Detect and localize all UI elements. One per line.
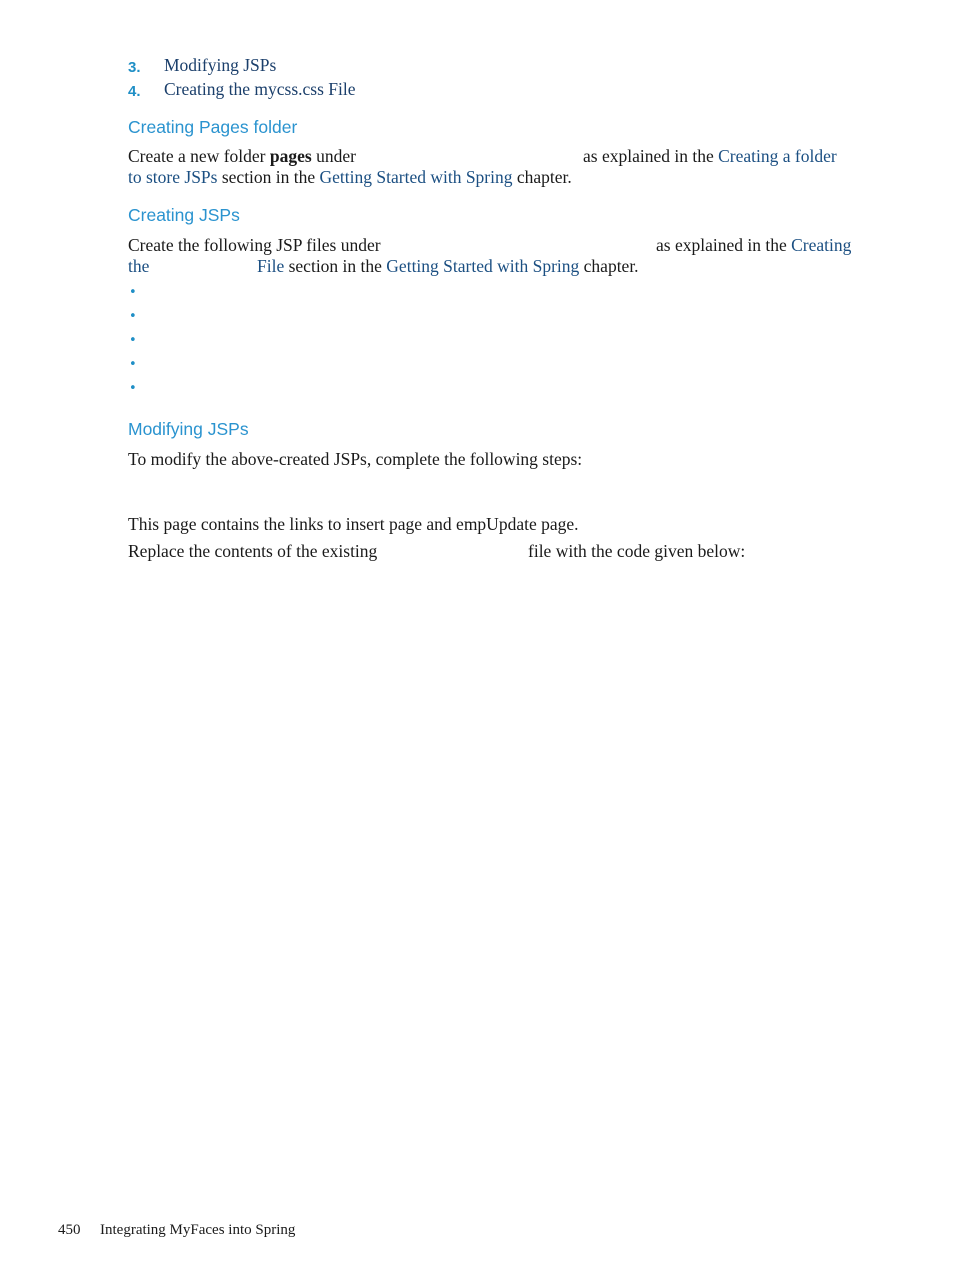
bullet-icon: •	[129, 357, 137, 372]
text: section in the	[217, 167, 320, 187]
link-to-store-jsps[interactable]: to store JSPs	[128, 167, 218, 187]
text: as explained in the	[656, 235, 792, 255]
step-number: 3.	[128, 59, 141, 76]
paragraph-replace-end: file with the code given below:	[528, 541, 746, 561]
bullet-icon: •	[129, 333, 137, 348]
text: Create the following JSP files under	[128, 235, 381, 255]
paragraph-intro: To modify the above-created JSPs, complete the following steps:	[128, 449, 583, 469]
paragraph-line	[257, 256, 639, 277]
link-the[interactable]: the	[128, 256, 150, 276]
paragraph-line	[128, 256, 149, 277]
bullet-icon: •	[129, 309, 137, 324]
paragraph-line	[128, 167, 572, 188]
link-creating[interactable]: Creating	[791, 235, 852, 255]
step-link-creating-mycss[interactable]: Creating the mycss.css File	[164, 79, 356, 99]
paragraph-line	[583, 146, 837, 167]
text: Create a new folder	[128, 146, 270, 166]
page-number: 450	[58, 1222, 81, 1238]
link-getting-started-with-spring[interactable]: Getting Started with Spring	[319, 167, 513, 187]
link-file[interactable]: File	[257, 256, 285, 276]
text: under	[311, 146, 356, 166]
bullet-icon: •	[129, 381, 137, 396]
footer	[58, 1222, 295, 1239]
paragraph-line	[128, 235, 381, 256]
chapter-title: Integrating MyFaces into Spring	[100, 1222, 296, 1238]
step-link-modifying-jsps[interactable]: Modifying JSPs	[164, 55, 277, 75]
section-heading-creating-jsps: Creating JSPs	[128, 205, 240, 225]
text: as explained in the	[583, 146, 719, 166]
paragraph-line	[128, 146, 356, 167]
step-list-item	[128, 56, 141, 77]
paragraph-line	[656, 235, 851, 256]
section-heading-pages-folder: Creating Pages folder	[128, 117, 298, 137]
bold-folder-name: pages	[269, 146, 312, 166]
bullet-icon: •	[129, 285, 137, 300]
text: chapter.	[579, 256, 639, 276]
text: chapter.	[512, 167, 572, 187]
step-number: 4.	[128, 83, 141, 100]
paragraph-replace-start: Replace the contents of the existing	[128, 541, 378, 561]
paragraph-description: This page contains the links to insert page and empUpdate page.	[128, 514, 579, 534]
section-heading-modifying-jsps: Modifying JSPs	[128, 419, 249, 439]
text: section in the	[284, 256, 387, 276]
link-creating-a-folder[interactable]: Creating a folder	[718, 146, 837, 166]
step-list-item	[128, 80, 141, 101]
link-getting-started-with-spring[interactable]: Getting Started with Spring	[386, 256, 580, 276]
